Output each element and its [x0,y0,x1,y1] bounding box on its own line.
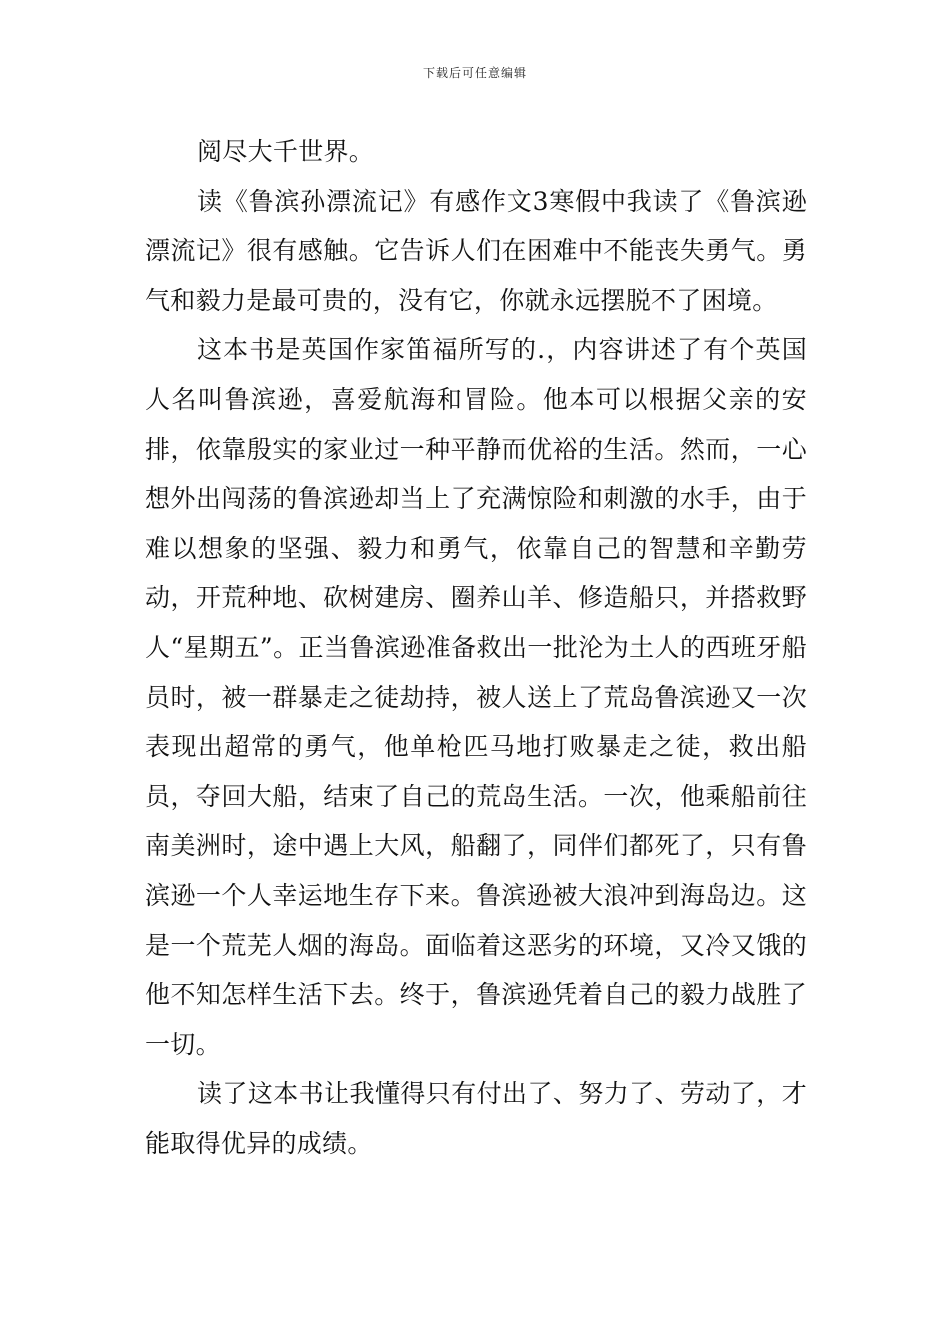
paragraph: 这本书是英国作家笛福所写的.，内容讲述了有个英国人名叫鲁滨逊，喜爱航海和冒险。他本可以根据父亲的安排，依靠殷实的家业过一种平静而优裕的生活。然而，一心想外出闯荡的鲁滨逊却当上了充满惊险和刺激的水手，由于难以想象的坚强、毅力和勇气，依靠自己的智慧和辛勤劳动，开荒种地、砍树建房、圈养山羊、修造船只，并搭救野人“星期五”。正当鲁滨逊准备救出一批沦为土人的西班牙船员时，被一群暴走之徒劫持，被人送上了荒岛鲁滨逊又一次表现出超常的勇气，他单枪匹马地打败暴走之徒，救出船员，夺回大船，结束了自己的荒岛生活。一次，他乘船前往南美洲时，途中遇上大风，船翻了，同伴们都死了，只有鲁滨逊一个人幸运地生存下来。鲁滨逊被大浪冲到海岛边。这是一个荒芜人烟的海岛。面临着这恶劣的环境，又冷又饿的他不知怎样生活下去。终于，鲁滨逊凭着自己的毅力战胜了一切。 [145,335,807,1059]
document-body [145,127,807,1168]
paragraph: 读《鲁滨孙漂流记》有感作文3寒假中我读了《鲁滨逊漂流记》很有感触。它告诉人们在困难中不能丧失勇气。勇气和毅力是最可贵的，没有它，你就永远摆脱不了困境。 [145,186,807,315]
paragraph: 阅尽大千世界。 [197,137,375,166]
page-header: 下载后可任意编辑 [422,66,527,80]
paragraph: 读了这本书让我懂得只有付出了、努力了、劳动了，才能取得优异的成绩。 [145,1079,807,1158]
